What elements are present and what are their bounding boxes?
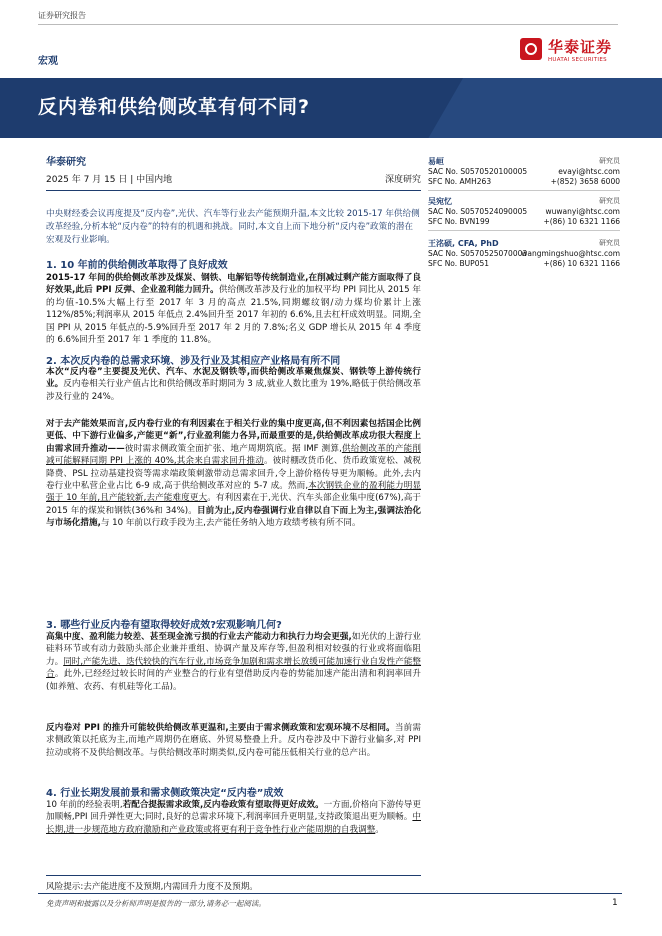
- analyst-name: 易峘: [428, 157, 444, 166]
- analyst-sac: SAC No. S0570520100005: [428, 166, 528, 176]
- para-text: 。有利因素在于,光伏、汽车头部企业集中度(67%),高于 2015 年的煤炭和钢铁(36%和 34%)。: [46, 493, 421, 516]
- analyst-sac: SAC No. S0570524090005: [428, 206, 528, 216]
- analyst-name: 吴宛忆: [428, 197, 452, 206]
- analyst-card: [428, 196, 620, 228]
- analyst-sac: SAC No. S0570525070003: [428, 248, 528, 258]
- analyst-name: 王洺硕, CFA, PhD: [428, 239, 499, 248]
- para-emphasis: 2015-17 年间的供给侧改革涉及煤炭、钢铁、电解铝等传统制造业,在削减过剩产能方面取得了良好效果,此后 PPI 反弹、企业盈利能力回升。: [46, 273, 421, 296]
- section-paragraph: [46, 272, 421, 346]
- meta-divider: [46, 190, 421, 191]
- section-paragraph: [46, 418, 421, 530]
- page-number: 1: [612, 898, 618, 908]
- analyst-sfc: SFC No. AMH263: [428, 177, 492, 186]
- para-text: 10 年前的经验表明,: [46, 800, 123, 810]
- logo-mark-icon: [520, 38, 542, 60]
- report-category: 深度研究: [384, 175, 421, 185]
- logo-text-en: HUATAI SECURITIES: [548, 57, 607, 63]
- company-logo: [520, 34, 640, 70]
- analyst-role: 研究员: [599, 197, 620, 205]
- para-emphasis: 反内卷对 PPI 的推升可能较供给侧改革更温和,主要由于需求侧政策和宏观环境不尽相同。: [46, 723, 395, 733]
- para-text: 当前需求侧政策以托底为主,而地产周期仍在磨底、外贸易整叠上升。反内卷涉及中下游行业偏多,对 PPI 拉动或将不及供给侧改革。与供给侧改革时期类似,反内卷可能压低相关行业的总产出。: [46, 723, 421, 758]
- para-emphasis: 若配合提振需求政策,反内卷政策有望取得更好成效。: [122, 800, 324, 810]
- org-name: 华泰研究: [46, 157, 86, 168]
- para-text: 如光伏的上游行业硅料环节或有动力鼓励头部企业兼并重组、协调产量及库存等,但盈利相对较强的行业或将面临阻力。: [46, 632, 421, 667]
- analyst-sfc: SFC No. BVN199: [428, 217, 490, 226]
- report-region: 中国内地: [136, 175, 173, 185]
- analyst-role: 研究员: [599, 239, 620, 247]
- para-text: 与 10 年前以行政手段为主,去产能任务纳入地方政绩考核有所不同。: [100, 518, 361, 529]
- analyst-sfc: SFC No. BUP051: [428, 259, 490, 268]
- para-text: 。: [375, 824, 384, 835]
- report-type-label: 证券研究报告: [38, 11, 86, 20]
- report-date: 2025 年 7 月 15 日: [46, 175, 128, 185]
- para-text: 一方面,价格向下游传导更加顺畅,PPI 回升弹性更大;同时,良好的总需求环境下,利润率回升更明显,支持政策退出更为顺畅。: [46, 800, 421, 823]
- footer-disclaimer: 免责声明和披露以及分析师声明是报告的一部分,请务必一起阅读。: [46, 899, 266, 908]
- analyst-role: 研究员: [599, 157, 620, 165]
- section-paragraph: [46, 799, 421, 836]
- banner-decoration: [405, 78, 662, 138]
- section-heading: 3. 哪些行业反内卷有望取得较好成效?宏观影响几何?: [46, 620, 282, 631]
- analyst-divider: [428, 230, 620, 231]
- section-heading: 1. 10 年前的供给侧改革取得了良好成效: [46, 260, 228, 271]
- analyst-email[interactable]: wangmingshuo@htsc.com: [521, 248, 620, 258]
- para-emphasis: 对于去产能效果而言,反内卷行业的有利因素在于相关行业的集中度更高,但不利因素包括国企比例更低、中下游行业偏多,产能更“新”,行业盈利能力各异,而最重要的是,供给侧改革成功很大程度上由需求回升推动——: [46, 419, 421, 454]
- section-heading: 4. 行业长期发展前景和需求侧政策决定“反内卷”成效: [46, 788, 284, 799]
- para-underline: 中长期,进一步规范地方政府激励和产业政策或将更有利于竞争性行业产能周期的自我调整: [46, 812, 421, 835]
- risk-notice: 风险提示:去产能进度不及预期,内需回升力度不及预期。: [46, 882, 258, 892]
- title-banner: [0, 78, 662, 138]
- analyst-divider: [428, 190, 620, 191]
- section-tag: 宏观: [38, 56, 58, 67]
- date-row: 2025 年 7 月 15 日 | 中国内地 深度研究: [46, 172, 421, 188]
- para-underline: 本次钢铁企业的盈利能力明显强于 10 年前,且产能较新,去产能难度更大: [46, 481, 421, 504]
- analyst-phone: +(86) 10 6321 1166: [543, 259, 620, 268]
- section-paragraph: [46, 366, 421, 403]
- logo-text-cn: 华泰证券: [548, 38, 613, 56]
- section-heading: 2. 本次反内卷的总需求环境、涉及行业及其相应产业格局有所不同: [46, 356, 341, 367]
- para-emphasis: 目前为止,反内卷强调行业自律以自下而上为主,强调法治化与市场化措施,: [46, 505, 421, 529]
- intro-summary: 中央财经委会议再度提及“反内卷”,光伏、汽车等行业去产能预期升温,本文比较 2015-17 年供给侧改革经验,分析本轮“反内卷”的特有的机遇和挑战。同时,本文自上而下地分析“反内卷”政策的潜在宏观及行业影响。: [46, 209, 420, 245]
- para-text: 彼时需求侧政策全面扩张、地产周期筑底。据 IMF 测算,: [124, 443, 342, 454]
- para-text: 反内卷相关行业产值占比和供给侧改革时期同为 3 成,就业人数比重为 19%,略低于供给侧改革涉及行业的 24%。: [46, 379, 421, 402]
- analyst-email[interactable]: evayi@htsc.com: [558, 166, 620, 176]
- para-emphasis: 本次“反内卷”主要提及光伏、汽车、水泥及钢铁等,而供给侧改革聚焦煤炭、钢铁等上游传统行业。: [46, 367, 421, 390]
- para-text: 供给侧改革涉及行业的加权平均 PPI 同比从 2015 年的均值-10.5%大幅上行至 2017 年 3 月的高点 21.5%,同期螺纹钢/动力煤均价累计上涨 112%/85%;利润率从 2015 年低点 2.4%回升至 2017 年初的 6.6%,且去杠杆成效明显。同期,全国 PPI 从 2015 年低点的-5.9%回升至 2017 年 2 月的 7.8%;名义 GDP 增长从 2015 年 4 季度的 6.6%回升至 2017 年 1 季度的 11.8%。: [46, 285, 422, 346]
- analyst-card: [428, 156, 620, 188]
- analyst-phone: +(86) 10 6321 1166: [543, 217, 620, 226]
- para-underline: 供给侧改革的产能削减可能解释同期 PPI 上涨的 40%,其余来自需求回升推动: [46, 443, 421, 467]
- header-divider: [38, 24, 618, 25]
- risk-divider: [46, 875, 421, 876]
- section-paragraph: [46, 722, 421, 759]
- footer-divider: [38, 893, 622, 894]
- page-title: 反内卷和供给侧改革有何不同?: [38, 96, 311, 118]
- analyst-card: [428, 238, 620, 270]
- para-text: 。彼时棚改货币化、货币政策宽松、减税降费、PSL 拉动基建投资等需求端政策刺激带动总需求回升,令上游价格传导更为顺畅。此外,去内卷行业中私营企业占比 6-9 成,高于供给侧改革对应的 5-7 成。然而,: [46, 456, 421, 492]
- analyst-phone: +(852) 3658 6000: [550, 177, 620, 186]
- para-emphasis: 高集中度、盈利能力较差、甚至现金流亏损的行业去产能动力和执行力均会更强,: [46, 632, 352, 642]
- section-paragraph: [46, 631, 421, 693]
- para-underline: 同时,产能先进、迭代较快的汽车行业,市场竞争加剧和需求增长放缓可能加速行业自发性产能整合: [46, 656, 422, 680]
- para-text: 。此外,已经经过较长时间的产业整合的行业有望借助反内卷的势能加速产能出清和利润率回升(如养殖、农药、有机硅等化工品)。: [46, 669, 421, 692]
- analyst-email[interactable]: wuwanyi@htsc.com: [545, 206, 620, 216]
